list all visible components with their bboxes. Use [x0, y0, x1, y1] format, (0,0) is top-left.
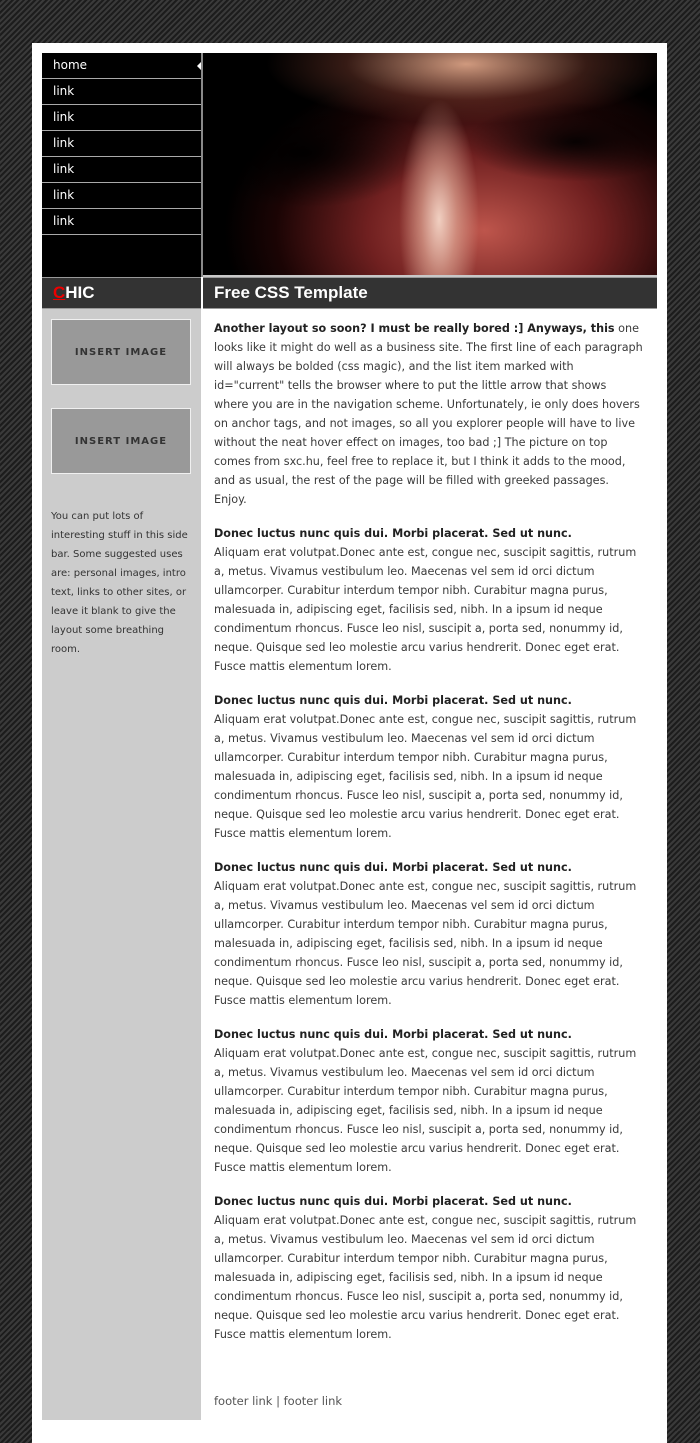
- nav-link[interactable]: link: [53, 136, 75, 150]
- logo-first-letter: C: [53, 283, 66, 302]
- content-paragraph: [214, 691, 644, 843]
- paragraph-body: Aliquam erat volutpat.Donec ante est, congue nec, suscipit sagittis, rutrum a, metus. Vivamus vestibulum leo. Maecenas vel sem id orci dictum ullamcorper. Curabitur interdum tempor nibh. Curabitur magna purus, malesuada in, adipiscing eget, facilisis sed, nibh. In a ipsum id neque condimentum rhoncus. Fusce leo nisl, suscipit a, porta sed, nonummy id, neque. Quisque sed leo molestie arcu varius hendrerit. Donec eget erat. Fusce mattis elementum lorem.: [214, 713, 637, 840]
- nav-link[interactable]: link: [53, 214, 75, 228]
- paragraph-lead: Donec luctus nunc quis dui. Morbi placerat. Sed ut nunc.: [214, 1028, 572, 1041]
- footer-separator: |: [276, 1394, 280, 1408]
- footer: [214, 1394, 342, 1408]
- current-arrow-icon: [197, 62, 201, 70]
- nav-link[interactable]: link: [53, 84, 75, 98]
- layout-inner: [42, 53, 657, 1408]
- content-paragraph: [214, 319, 644, 509]
- paragraph-lead: Donec luctus nunc quis dui. Morbi placerat. Sed ut nunc.: [214, 861, 572, 874]
- page-title: Free CSS Template: [214, 283, 368, 302]
- top-section: [42, 53, 657, 277]
- sidebar: [42, 309, 201, 1420]
- paragraph-lead: Donec luctus nunc quis dui. Morbi placerat. Sed ut nunc.: [214, 527, 572, 540]
- header-bars: [42, 277, 657, 309]
- nav-item-link-2[interactable]: [42, 105, 201, 131]
- nav-item-link-4[interactable]: [42, 157, 201, 183]
- nav-item-link-1[interactable]: [42, 79, 201, 105]
- main-content: [214, 319, 644, 1359]
- content-paragraph: [214, 1192, 644, 1344]
- nav-link[interactable]: link: [53, 162, 75, 176]
- image-placeholder-1[interactable]: INSERT IMAGE: [51, 319, 191, 385]
- image-placeholder-2[interactable]: INSERT IMAGE: [51, 408, 191, 474]
- paragraph-lead: Donec luctus nunc quis dui. Morbi placerat. Sed ut nunc.: [214, 1195, 572, 1208]
- paragraph-lead: Another layout so soon? I must be really bored :] Anyways, this: [214, 322, 615, 335]
- nav-link[interactable]: link: [53, 188, 75, 202]
- nav-item-home[interactable]: [42, 53, 201, 79]
- nav-item-link-5[interactable]: [42, 183, 201, 209]
- page-container: [32, 43, 667, 1443]
- content-paragraph: [214, 858, 644, 1010]
- content-paragraph: [214, 1025, 644, 1177]
- paragraph-body: Aliquam erat volutpat.Donec ante est, congue nec, suscipit sagittis, rutrum a, metus. Vivamus vestibulum leo. Maecenas vel sem id orci dictum ullamcorper. Curabitur interdum tempor nibh. Curabitur magna purus, malesuada in, adipiscing eget, facilisis sed, nibh. In a ipsum id neque condimentum rhoncus. Fusce leo nisl, suscipit a, porta sed, nonummy id, neque. Quisque sed leo molestie arcu varius hendrerit. Donec eget erat. Fusce mattis elementum lorem.: [214, 880, 637, 1007]
- title-bar: [203, 277, 657, 309]
- paragraph-body: Aliquam erat volutpat.Donec ante est, congue nec, suscipit sagittis, rutrum a, metus. Vivamus vestibulum leo. Maecenas vel sem id orci dictum ullamcorper. Curabitur interdum tempor nibh. Curabitur magna purus, malesuada in, adipiscing eget, facilisis sed, nibh. In a ipsum id neque condimentum rhoncus. Fusce leo nisl, suscipit a, porta sed, nonummy id, neque. Quisque sed leo molestie arcu varius hendrerit. Donec eget erat. Fusce mattis elementum lorem.: [214, 546, 637, 673]
- nav-link[interactable]: link: [53, 110, 75, 124]
- logo-rest: HIC: [65, 283, 95, 302]
- paragraph-body: Aliquam erat volutpat.Donec ante est, congue nec, suscipit sagittis, rutrum a, metus. Vivamus vestibulum leo. Maecenas vel sem id orci dictum ullamcorper. Curabitur interdum tempor nibh. Curabitur magna purus, malesuada in, adipiscing eget, facilisis sed, nibh. In a ipsum id neque condimentum rhoncus. Fusce leo nisl, suscipit a, porta sed, nonummy id, neque. Quisque sed leo molestie arcu varius hendrerit. Donec eget erat. Fusce mattis elementum lorem.: [214, 1047, 637, 1174]
- main-nav: [42, 53, 203, 277]
- logo-bar: [42, 277, 201, 309]
- footer-link-1[interactable]: footer link: [214, 1394, 273, 1408]
- footer-link-2[interactable]: footer link: [283, 1394, 343, 1408]
- hero-image: [203, 53, 657, 275]
- paragraph-body: Aliquam erat volutpat.Donec ante est, congue nec, suscipit sagittis, rutrum a, metus. Vivamus vestibulum leo. Maecenas vel sem id orci dictum ullamcorper. Curabitur interdum tempor nibh. Curabitur magna purus, malesuada in, adipiscing eget, facilisis sed, nibh. In a ipsum id neque condimentum rhoncus. Fusce leo nisl, suscipit a, porta sed, nonummy id, neque. Quisque sed leo molestie arcu varius hendrerit. Donec eget erat. Fusce mattis elementum lorem.: [214, 1214, 637, 1341]
- paragraph-body: one looks like it might do well as a business site. The first line of each paragraph will always be bolded (css magic), and the list item marked with id="current" tells the browser where to put the little arrow that shows where you are in the navigation scheme. Unfortunately, ie only does hovers on anchor tags, and not images, so all you explorer people will have to live without the neat hover effect on images, too bad ;] The picture on top comes from sxc.hu, feel free to replace it, but I think it adds to the mood, and as usual, the rest of the page will be filled with greeked passages. Enjoy.: [214, 322, 643, 506]
- site-logo[interactable]: [42, 278, 201, 308]
- paragraph-lead: Donec luctus nunc quis dui. Morbi placerat. Sed ut nunc.: [214, 694, 572, 707]
- nav-item-link-3[interactable]: [42, 131, 201, 157]
- nav-item-link-6[interactable]: [42, 209, 201, 235]
- nav-link-home[interactable]: home: [53, 58, 88, 72]
- content-paragraph: [214, 524, 644, 676]
- sidebar-text: You can put lots of interesting stuff in this side bar. Some suggested uses are: personal images, intro text, links to other sites, or leave it blank to give the layout some breathing room.: [51, 511, 188, 655]
